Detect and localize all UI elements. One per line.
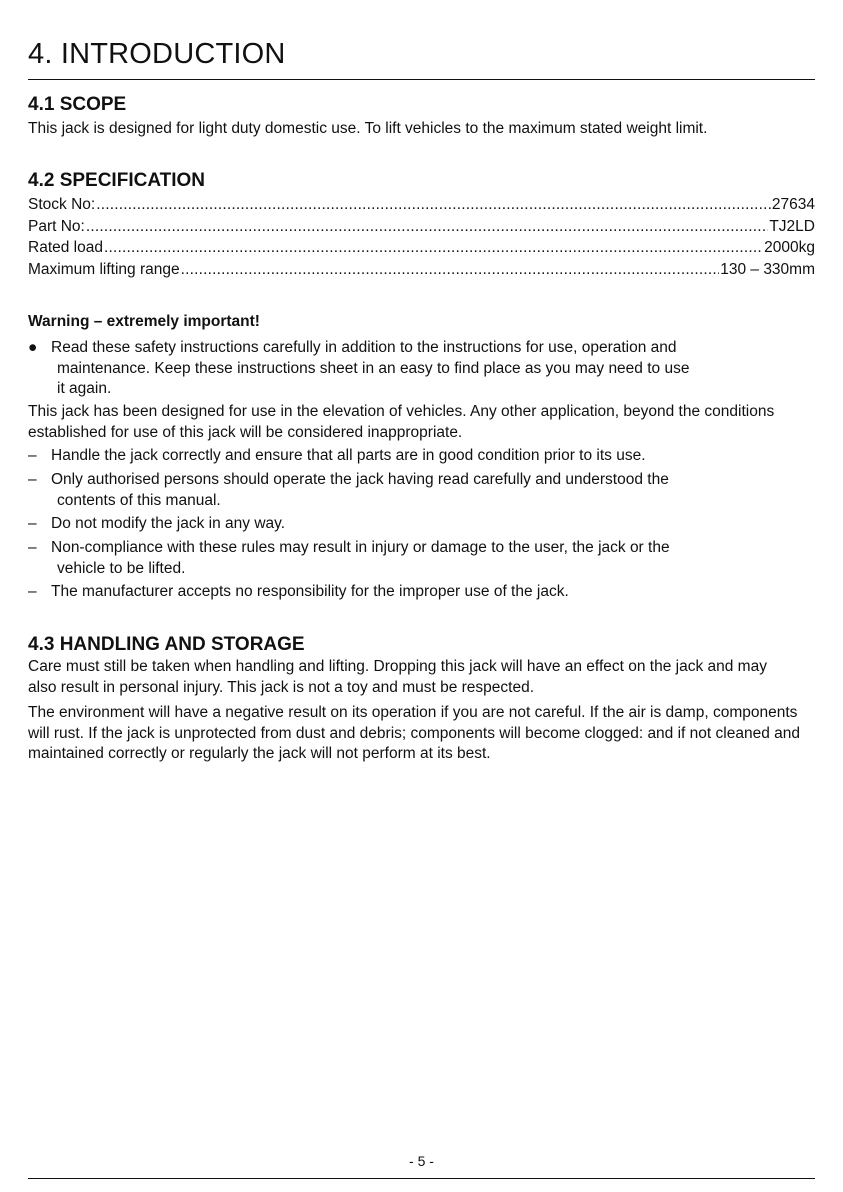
dash-icon: – <box>28 447 37 464</box>
dash-icon: – <box>28 539 37 556</box>
heading-rule <box>28 79 815 80</box>
handling-paragraph-1: Care must still be taken when handling and lifting. Dropping this jack will have an effect on the jack and may also result in personal injury. This jack is not a toy and must be respected. <box>28 658 767 696</box>
scope-title: 4.1 SCOPE <box>28 94 127 115</box>
warning-dash-item <box>28 582 818 603</box>
spec-label: Maximum lifting range <box>28 260 180 278</box>
specification-table <box>28 194 815 280</box>
warning-dash-item <box>28 470 818 511</box>
manual-page <box>28 0 815 1192</box>
bullet-line: maintenance. Keep these instructions sheet in an easy to find place as you may need to use <box>57 359 690 377</box>
dash-icon: – <box>28 583 37 600</box>
dash-icon: – <box>28 515 37 532</box>
warning-paragraph: This jack has been designed for use in the elevation of vehicles. Any other application, beyond the conditions established for use of this jack will be considered inappropriate. <box>28 403 775 441</box>
dash-text: contents of this manual. <box>57 491 221 509</box>
spec-label: Part No: <box>28 217 85 235</box>
spec-row-part-no <box>28 216 815 238</box>
handling-paragraph-2: The environment will have a negative result on its operation if you are not careful. If the air is damp, components will rust. If the jack is unprotected from dust and debris; components will become clogged: and if not cleaned and maintained correctly or regularly the jack will not perform at its best. <box>28 704 800 762</box>
dot-leader <box>181 259 720 281</box>
warning-title: Warning – extremely important! <box>28 313 260 330</box>
dash-text: Handle the jack correctly and ensure that all parts are in good condition prior to its use. <box>51 447 646 464</box>
bullet-line: Read these safety instructions carefully in addition to the instructions for use, operation and <box>51 339 677 356</box>
page-heading: 4. INTRODUCTION <box>28 38 286 70</box>
warning-dash-item <box>28 538 818 579</box>
dot-leader <box>86 216 768 238</box>
spec-value: 130 – 330mm <box>720 260 815 278</box>
spec-value: 27634 <box>771 196 815 213</box>
warning-dash-item <box>28 514 818 535</box>
spec-value: TJ2LD <box>769 217 815 235</box>
spec-row-lifting-range <box>28 259 815 281</box>
page-number: - 5 - <box>409 1153 434 1169</box>
warning-dash-item <box>28 446 818 467</box>
specification-title: 4.2 SPECIFICATION <box>28 170 206 191</box>
scope-text: This jack is designed for light duty domestic use. To lift vehicles to the maximum stated weight limit. <box>28 120 708 137</box>
spec-label: Stock No: <box>28 196 96 213</box>
dash-text: The manufacturer accepts no responsibility for the improper use of the jack. <box>51 583 569 600</box>
dot-leader <box>104 237 763 259</box>
handling-title: 4.3 HANDLING AND STORAGE <box>28 634 305 655</box>
spec-label: Rated load <box>28 239 103 256</box>
bullet-line: it again. <box>57 380 112 397</box>
dot-leader <box>96 194 771 216</box>
dash-icon: – <box>28 471 37 488</box>
spec-row-stock-no <box>28 194 815 216</box>
dash-text: vehicle to be lifted. <box>57 559 186 577</box>
spec-row-rated-load <box>28 237 815 259</box>
dash-text: Do not modify the jack in any way. <box>51 515 286 532</box>
footer-rule <box>28 1178 815 1179</box>
dash-text: Only authorised persons should operate the jack having read carefully and understood the <box>51 471 669 488</box>
warning-bullet <box>28 338 818 400</box>
dash-text: Non-compliance with these rules may result in injury or damage to the user, the jack or the <box>51 539 670 556</box>
spec-value: 2000kg <box>764 239 815 256</box>
bullet-icon: ● <box>28 339 38 356</box>
